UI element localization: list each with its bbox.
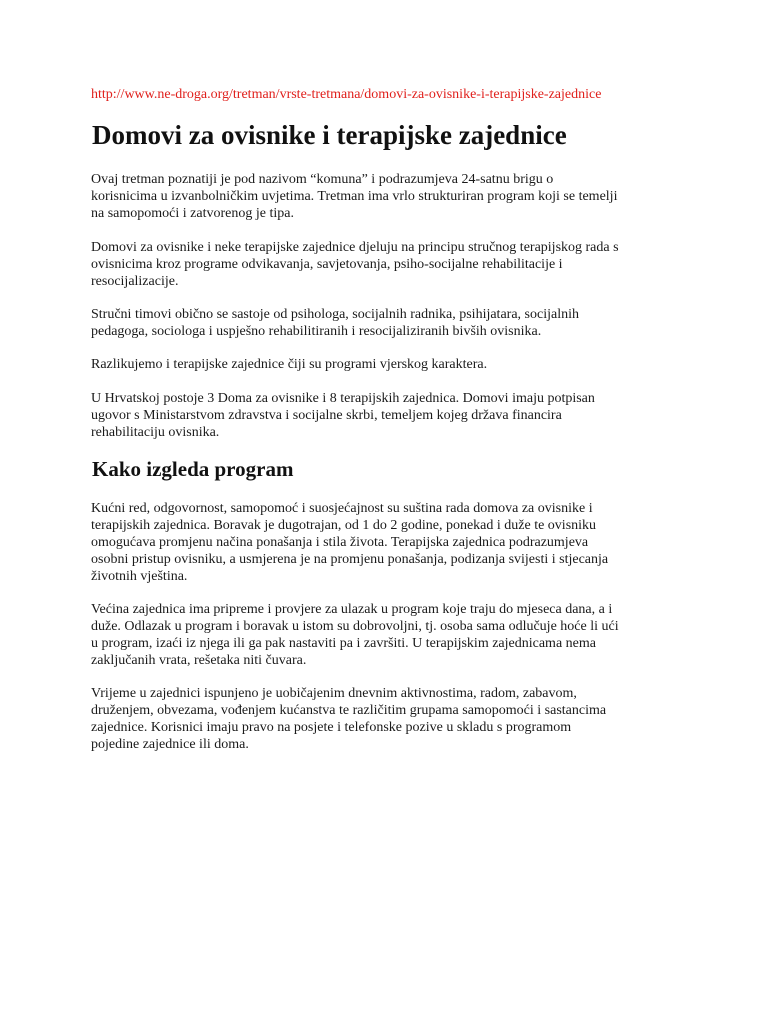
- text-line: Vrijeme u zajednici ispunjeno je uobičajenim dnevnim aktivnostima, radom, zabavom,: [91, 686, 577, 701]
- text-line: resocijalizacije.: [91, 274, 179, 289]
- paragraph-croatia: [91, 390, 691, 441]
- paragraph-house-rules: [91, 500, 691, 585]
- source-url-link[interactable]: http://www.ne-droga.org/tretman/vrste-tretmana/domovi-za-ovisnike-i-terapijske-zajednice: [91, 87, 602, 102]
- text-line: osobni pristup ovisniku, a usmjerena je na promjenu ponašanja, podizanja svijesti i stjecanja: [91, 552, 609, 567]
- paragraph-religious: [91, 356, 691, 373]
- paragraph-intro: [91, 171, 691, 222]
- section-heading: Kako izgleda program: [92, 457, 294, 481]
- text-line: zajednice. Korisnici imaju pravo na posjete i telefonske pozive u skladu s programom: [91, 720, 572, 735]
- paragraph-daily-life: [91, 685, 691, 753]
- text-line: Većina zajednica ima pripreme i provjere za ulazak u program koje traju do mjeseca dana, a i: [91, 602, 613, 617]
- text-line: Razlikujemo i terapijske zajednice čiji su programi vjerskog karaktera.: [91, 357, 488, 372]
- paragraph-teams: [91, 306, 691, 340]
- text-line: omogućava promjenu načina ponašanja i stila života. Terapijska zajednica podrazumjeva: [91, 535, 589, 550]
- text-line: zaključanih vrata, rešetaka niti čuvara.: [91, 653, 307, 668]
- text-line: duže. Odlazak u program i boravak u istom su dobrovoljni, tj. osoba sama odlučuje hoće li ući: [91, 619, 619, 634]
- text-line: korisnicima u izvanbolničkim uvjetima. Tretman ima vrlo strukturiran program koji se temelji: [91, 189, 618, 204]
- text-line: u program, izaći iz njega ili ga pak nastaviti pa i završiti. U terapijskim zajednicama nema: [91, 636, 596, 651]
- text-line: ugovor s Ministarstvom zdravstva i socijalne skrbi, temeljem kojeg država financira: [91, 408, 562, 423]
- text-line: na samopomoći i zatvorenog je tipa.: [91, 206, 294, 221]
- text-line: U Hrvatskoj postoje 3 Doma za ovisnike i 8 terapijskih zajednica. Domovi imaju potpisan: [91, 391, 595, 406]
- text-line: pojedine zajednice ili doma.: [91, 737, 249, 752]
- text-line: pedagoga, sociologa i uspješno rehabilitiranih i resocijaliziranih bivših ovisnika.: [91, 324, 542, 339]
- text-line: Kućni red, odgovornost, samopomoć i suosjećajnost su suština rada domova za ovisnike i: [91, 501, 593, 516]
- text-line: terapijskih zajednica. Boravak je dugotrajan, od 1 do 2 godine, ponekad i duže te ovisniku: [91, 518, 597, 533]
- text-line: Domovi za ovisnike i neke terapijske zajednice djeluju na principu stručnog terapijskog rada s: [91, 240, 619, 255]
- text-line: rehabilitaciju ovisnika.: [91, 425, 220, 440]
- text-line: ovisnicima kroz programe odvikavanja, savjetovanja, psiho-socijalne rehabilitacije i: [91, 257, 563, 272]
- text-line: životnih vještina.: [91, 569, 188, 584]
- paragraph-admission: [91, 601, 691, 669]
- text-line: druženjem, obvezama, vođenjem kućanstva te različitim grupama samopomoći i sastancima: [91, 703, 607, 718]
- page-title: Domovi za ovisnike i terapijske zajednice: [92, 120, 567, 150]
- text-line: Stručni timovi obično se sastoje od psihologa, socijalnih radnika, psihijatara, socijalnih: [91, 307, 579, 322]
- text-line: Ovaj tretman poznatiji je pod nazivom “komuna” i podrazumjeva 24-satnu brigu o: [91, 172, 554, 187]
- paragraph-principles: [91, 239, 691, 290]
